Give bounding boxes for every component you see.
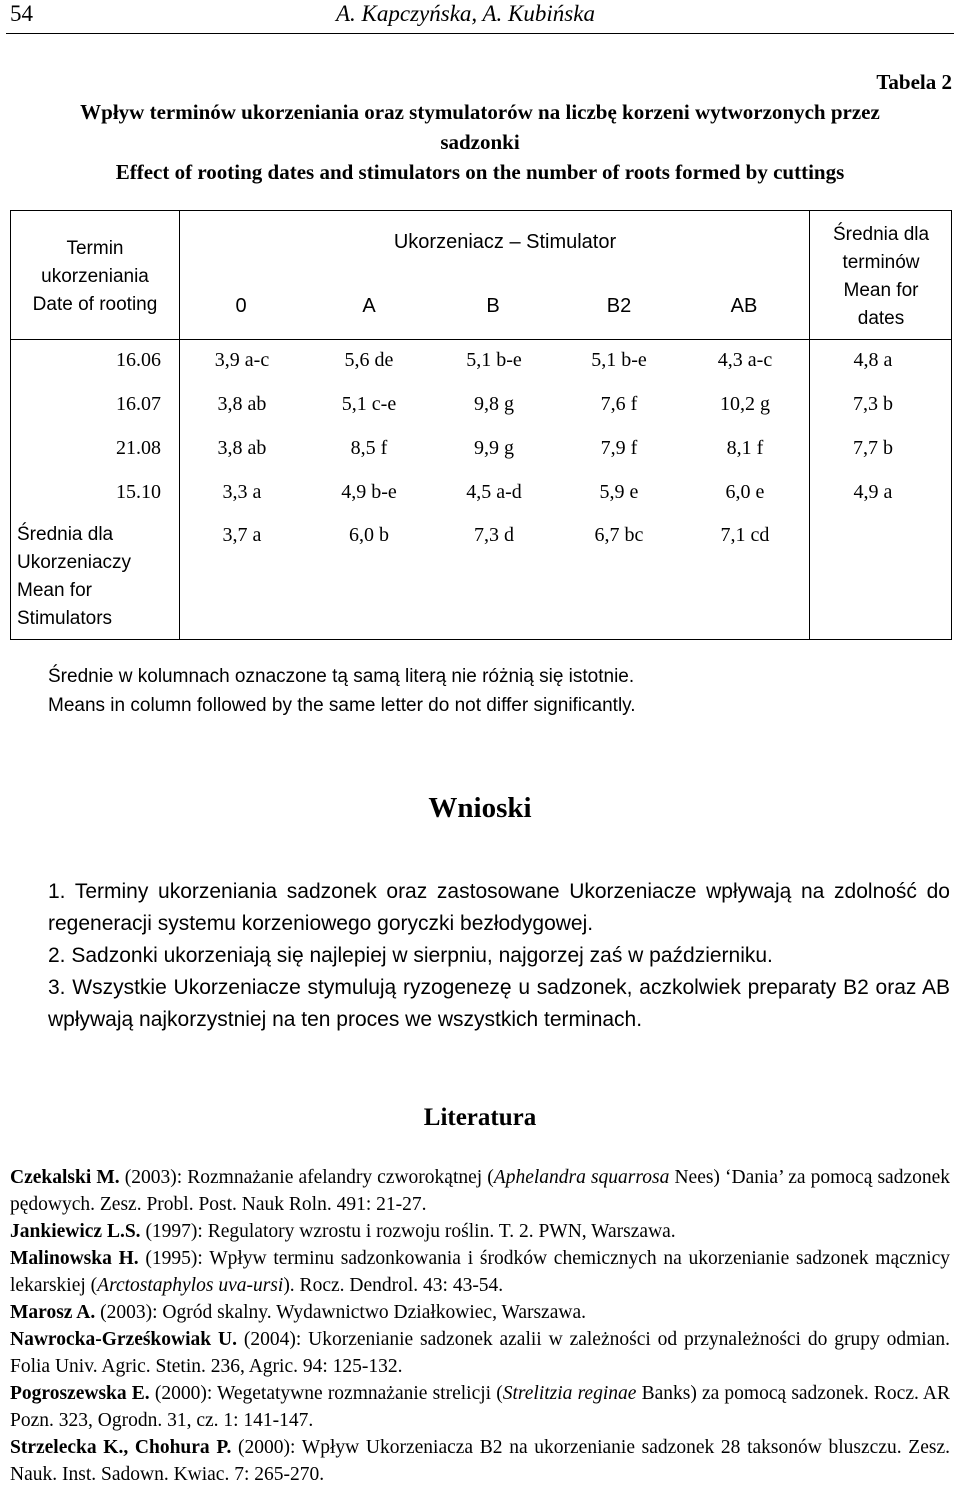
reference-item — [10, 1434, 950, 1488]
value-cell: 5,6 de — [344, 349, 394, 371]
reference-text: (2003): Rozmnażanie afelandry czworokątnej ( — [119, 1167, 494, 1188]
header-line: Średnia dla — [832, 224, 930, 245]
stimulator-header: 0 — [235, 295, 247, 317]
table-caption — [10, 97, 950, 187]
reference-author: Czekalski M. — [10, 1167, 120, 1188]
label-line: Stimulators — [17, 608, 113, 629]
reference-item — [10, 1326, 950, 1380]
reference-author: Pogroszewska E. — [10, 1383, 150, 1404]
conclusion-item: 2. Sadzonki ukorzeniają się najlepiej w sierpniu, najgorzej zaś w październiku. — [48, 944, 773, 967]
mean-value-cell: 7,1 cd — [720, 524, 770, 546]
reference-text: ). Rocz. Dendrol. 43: 43-54. — [283, 1275, 504, 1296]
date-column-header — [11, 235, 179, 319]
value-cell: 10,2 g — [720, 393, 770, 415]
mean-column-header — [809, 221, 953, 333]
reference-text: Nees) ‘Dania’ za pomocą sadzonek pędowych. Zesz. Probl. Post. Nauk Roln. 491: 21-27. — [10, 1167, 951, 1215]
references-list — [10, 1164, 950, 1488]
reference-author: Jankiewicz L.S. — [10, 1221, 141, 1242]
label-line: Średnia dla — [17, 524, 114, 545]
value-cell: 5,1 b-e — [466, 349, 522, 371]
reference-author: Strzelecka K., Chohura P. — [10, 1437, 232, 1458]
date-cell: 16.06 — [116, 349, 161, 371]
reference-text: Banks) za pomocą sadzonek. Rocz. AR Pozn. 323, Ogrodn. 31, cz. 1: 141-147. — [10, 1383, 951, 1431]
header-line: ukorzeniania — [41, 266, 149, 287]
table-divider — [179, 211, 180, 639]
mean-row-label — [17, 521, 131, 633]
conclusion-item: 3. Wszystkie Ukorzeniacze stymulują ryzogenezę u sadzonek, aczkolwiek preparaty B2 oraz AB wpływają najkorzystniej na ten proces we wszystkich terminach. — [48, 976, 950, 1031]
conclusions-list — [10, 876, 950, 1036]
value-cell: 4,9 b-e — [341, 481, 397, 503]
running-title: A. Kapczyńska, A. Kubińska — [336, 1, 595, 26]
reference-species: Strelitzia reginae — [502, 1383, 637, 1404]
results-table — [10, 210, 952, 640]
reference-item — [10, 1245, 950, 1299]
reference-item — [10, 1218, 950, 1245]
value-cell: 4,5 a-d — [466, 481, 522, 503]
reference-text: (2000): Wegetatywne rozmnażanie strelicji ( — [149, 1383, 503, 1404]
caption-pl-line-1: Wpływ terminów ukorzeniania oraz stymulatorów na liczbę korzeni wytworzonych przez — [80, 100, 880, 124]
value-cell: 5,9 e — [599, 481, 639, 503]
conclusion-item: 1. Terminy ukorzeniania sadzonek oraz zastosowane Ukorzeniacze wpływają na zdolność do regeneracji systemu korzeniowego goryczki bezłodygowej. — [48, 880, 950, 935]
value-cell: 5,1 b-e — [591, 349, 647, 371]
value-cell: 7,6 f — [600, 393, 638, 415]
date-cell: 21.08 — [116, 437, 161, 459]
header-line: terminów — [842, 252, 920, 273]
reference-species: Arctostaphylos uva-ursi — [97, 1275, 284, 1296]
reference-item — [10, 1164, 950, 1218]
value-cell: 3,3 a — [222, 481, 262, 503]
table-note — [48, 662, 636, 720]
mean-value-cell: 7,3 d — [474, 524, 514, 546]
reference-author: Malinowska H. — [10, 1248, 139, 1269]
reference-text: (2004): Ukorzenianie sadzonek azalii w zależności od przynależności do grupy odmian. Folia Univ. Agric. Stetin. 236, Agric. 94: 125-132. — [10, 1329, 950, 1377]
table-divider — [11, 339, 951, 340]
header-line: Date of rooting — [32, 294, 158, 315]
value-cell: 9,9 g — [474, 437, 514, 459]
reference-species: Aphelandra squarrosa — [493, 1167, 670, 1188]
reference-item — [10, 1380, 950, 1434]
value-cell: 8,5 f — [350, 437, 388, 459]
mean-cell: 4,9 a — [853, 481, 893, 503]
reference-text: (1997): Regulatory wzrostu i rozwoju roślin. T. 2. PWN, Warszawa. — [140, 1221, 676, 1242]
reference-text: (2000): Wpływ Ukorzeniacza B2 na ukorzenianie sadzonek 28 taksonów bluszczu. Zesz. Nauk. Inst. Sadown. Kwiac. 7: 265-270. — [10, 1437, 950, 1485]
value-cell: 4,3 a-c — [717, 349, 773, 371]
mean-cell: 7,3 b — [853, 393, 893, 415]
value-cell: 9,8 g — [474, 393, 514, 415]
note-pl: Średnie w kolumnach oznaczone tą samą literą nie różnią się istotnie. — [48, 666, 635, 687]
reference-item — [10, 1299, 950, 1326]
stimulator-header: B — [486, 295, 500, 317]
references-title: Literatura — [423, 1104, 537, 1131]
mean-cell: 4,8 a — [853, 349, 893, 371]
reference-text: (2003): Ogród skalny. Wydawnictwo Działkowiec, Warszawa. — [95, 1302, 586, 1323]
date-cell: 15.10 — [116, 481, 161, 503]
header-line: dates — [857, 308, 905, 329]
reference-text: (1995): Wpływ terminu sadzonkowania i środków chemicznych na ukorzenianie sadzonek mącznicy lekarskiej ( — [10, 1248, 951, 1296]
page-header — [6, 0, 954, 34]
reference-author: Nawrocka-Grześkowiak U. — [10, 1329, 237, 1350]
mean-value-cell: 6,7 bc — [594, 524, 644, 546]
stimulator-header: B2 — [606, 295, 632, 317]
note-en: Means in column followed by the same letter do not differ significantly. — [48, 695, 636, 716]
conclusions-title: Wnioski — [428, 792, 532, 824]
reference-author: Marosz A. — [10, 1302, 96, 1323]
stimulator-group-header: Ukorzeniacz – Stimulator — [393, 231, 617, 253]
value-cell: 3,9 a-c — [214, 349, 270, 371]
date-cell: 16.07 — [116, 393, 161, 415]
value-cell: 8,1 f — [726, 437, 764, 459]
header-line: Termin — [66, 238, 124, 259]
label-line: Mean for — [17, 580, 92, 601]
stimulator-header: AB — [730, 295, 758, 317]
caption-pl-line-2: sadzonki — [440, 130, 520, 154]
stimulator-header: A — [362, 295, 376, 317]
mean-value-cell: 6,0 b — [349, 524, 389, 546]
value-cell: 3,8 ab — [217, 437, 267, 459]
page-number: 54 — [10, 1, 33, 26]
mean-cell: 7,7 b — [853, 437, 893, 459]
mean-value-cell: 3,7 a — [222, 524, 262, 546]
caption-en: Effect of rooting dates and stimulators on the number of roots formed by cuttings — [115, 160, 845, 184]
table-number: Tabela 2 — [876, 70, 952, 94]
value-cell: 5,1 c-e — [341, 393, 397, 415]
value-cell: 6,0 e — [725, 481, 765, 503]
label-line: Ukorzeniaczy — [17, 552, 132, 573]
value-cell: 7,9 f — [600, 437, 638, 459]
header-line: Mean for — [843, 280, 919, 301]
value-cell: 3,8 ab — [217, 393, 267, 415]
